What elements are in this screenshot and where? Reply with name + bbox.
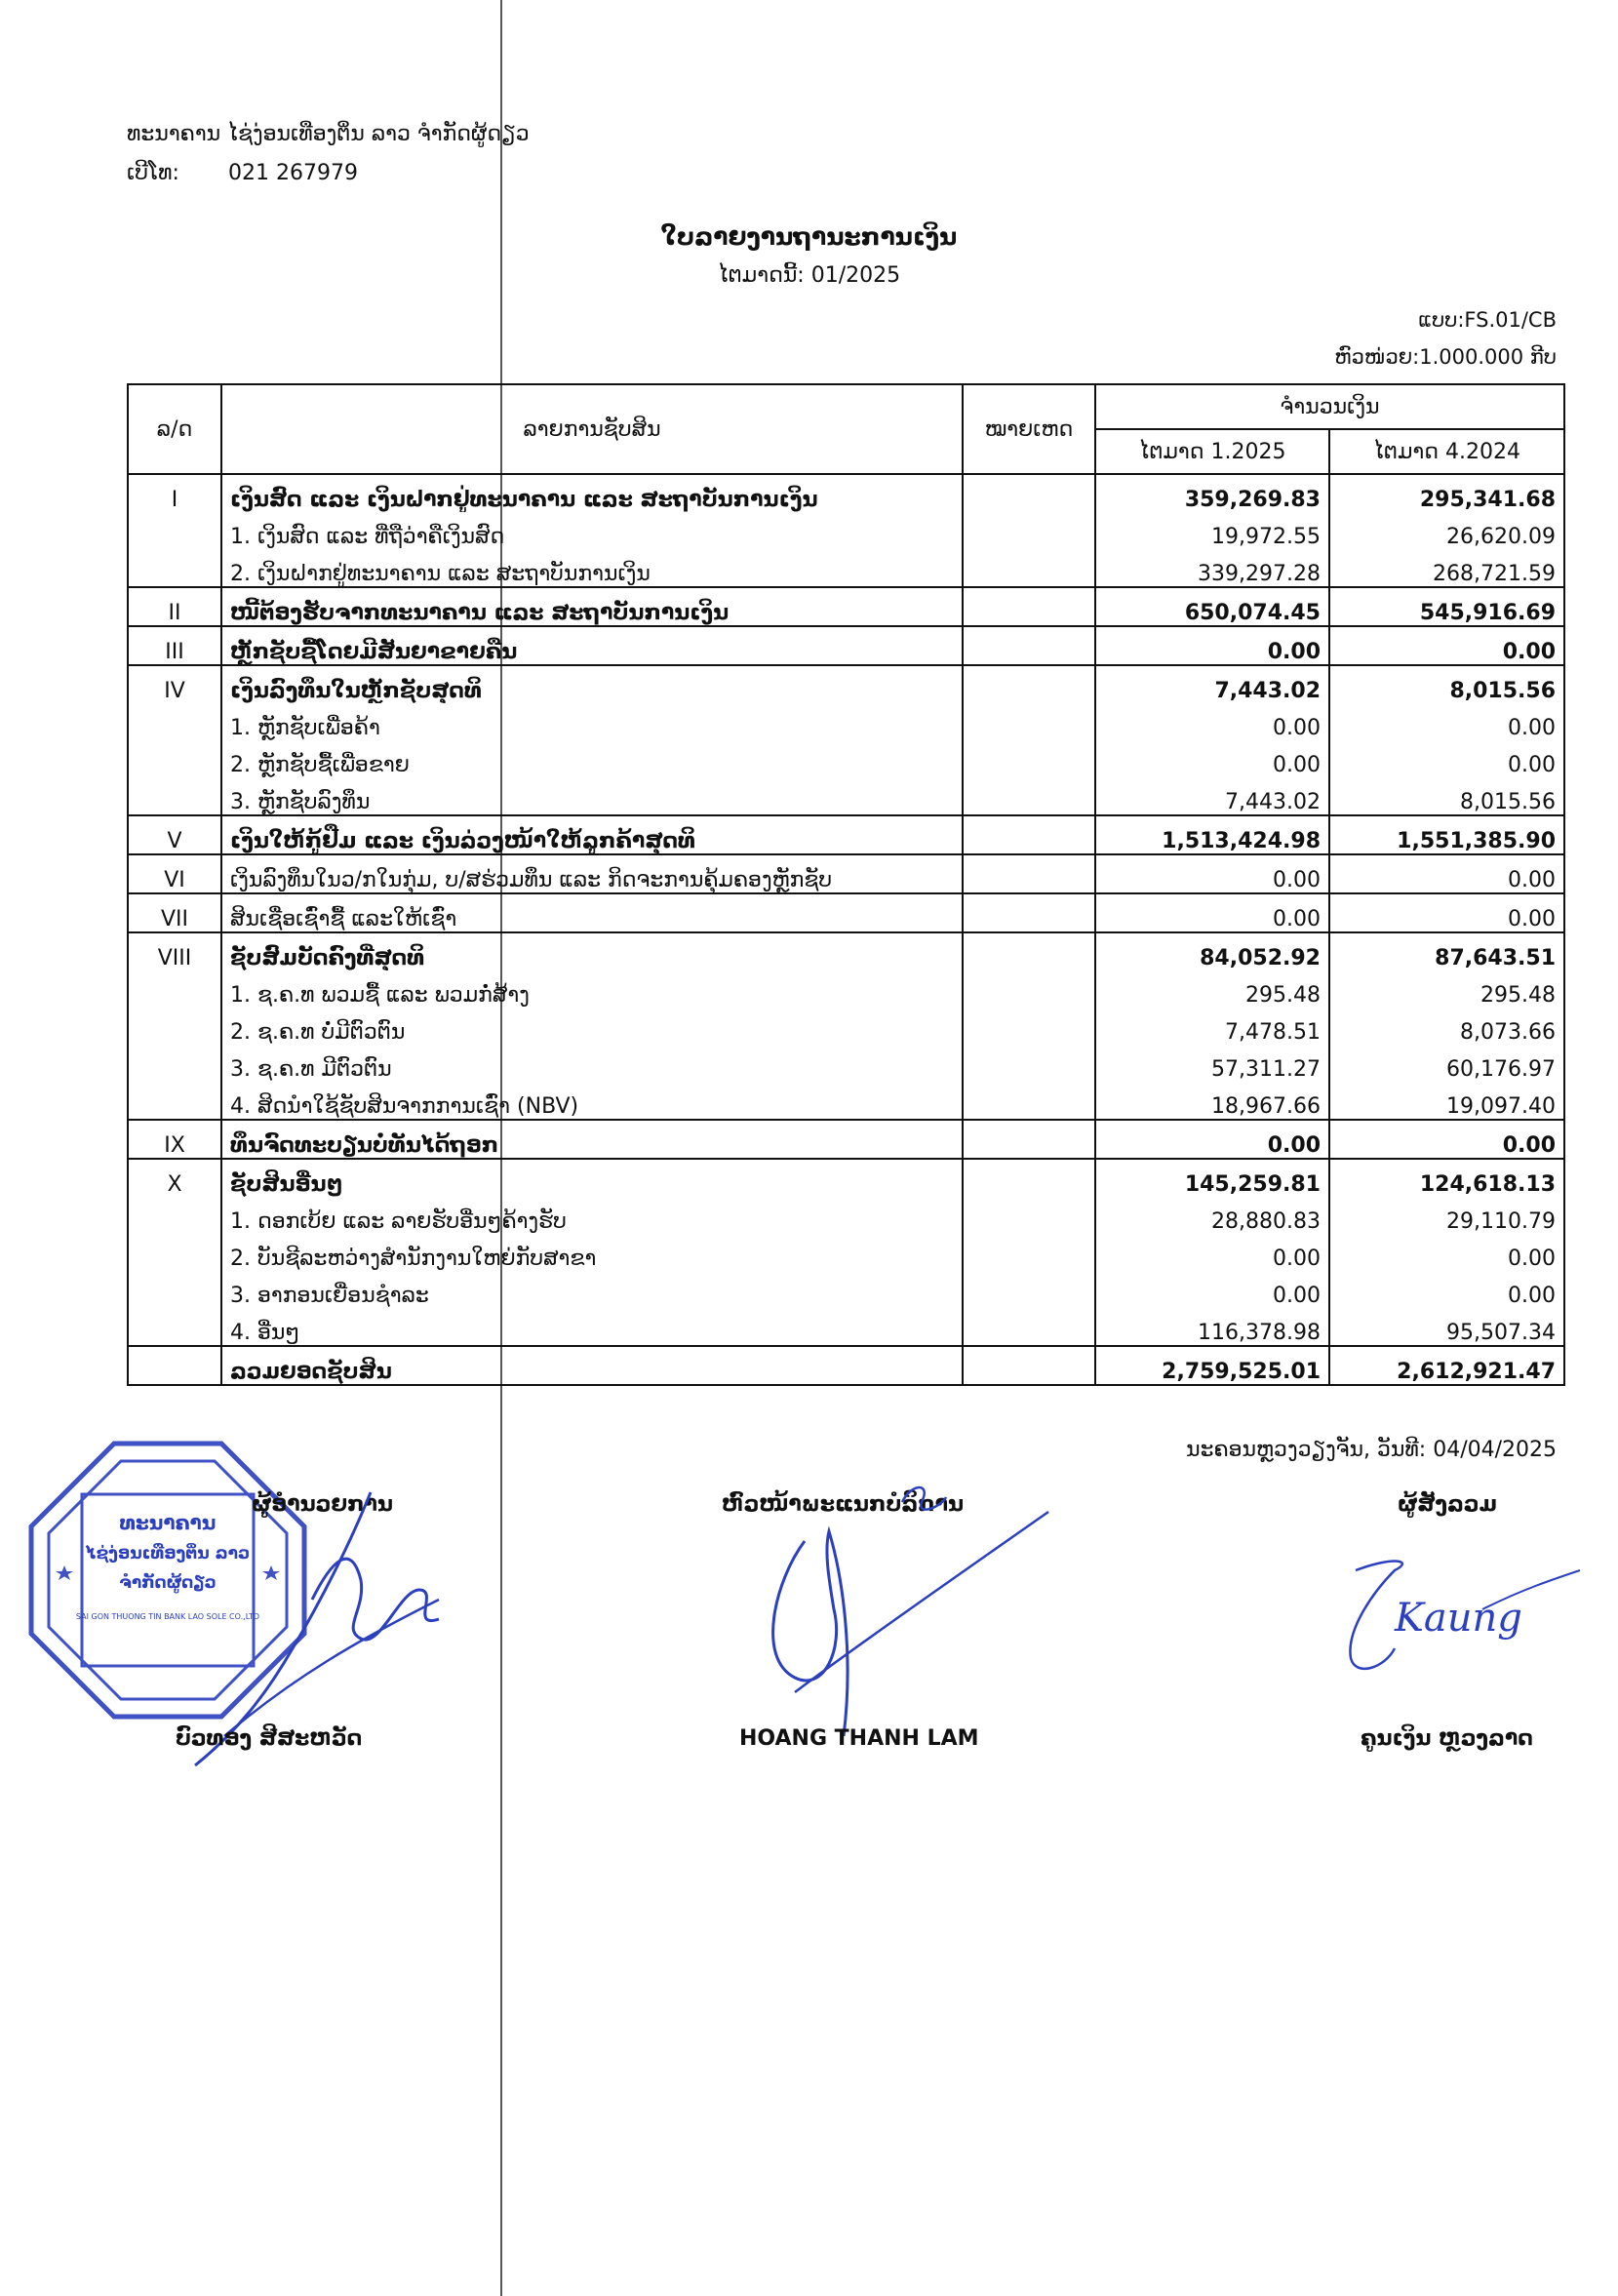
table-row: [128, 1271, 1564, 1308]
row-label: 2. ເງິນຝາກຢູ່ທະນາຄານ ແລະ ສະຖາບັນການເງິນ: [221, 549, 963, 587]
row-q4-2024: 60,176.97: [1329, 1045, 1564, 1082]
row-note: [963, 854, 1095, 893]
row-q4-2024: 0.00: [1329, 626, 1564, 665]
table-row: [128, 970, 1564, 1008]
row-no: [128, 1271, 221, 1308]
row-no: X: [128, 1159, 221, 1197]
row-label: ຊັບສົມບັດຄົງທີ່ສຸດທິ: [221, 932, 963, 970]
header-q1-2025: ໄຕມາດ 1.2025: [1095, 429, 1329, 474]
row-no: [128, 1045, 221, 1082]
total-q1-2025: 2,759,525.01: [1095, 1346, 1329, 1385]
row-note: [963, 665, 1095, 703]
row-label: ທຶນຈົດທະບຽນບໍ່ທັນໄດ້ຖອກ: [221, 1120, 963, 1159]
row-q4-2024: 8,073.66: [1329, 1008, 1564, 1045]
table-row: [128, 1008, 1564, 1045]
director-name: ບົວທອງ ສີສະຫວັດ: [176, 1726, 363, 1751]
row-q4-2024: 26,620.09: [1329, 512, 1564, 549]
table-row: [128, 1159, 1564, 1197]
row-note: [963, 1308, 1095, 1346]
row-q4-2024: 268,721.59: [1329, 549, 1564, 587]
row-q1-2025: 0.00: [1095, 740, 1329, 777]
row-no: [128, 512, 221, 549]
preparer-name: ຄູນເງິນ ຫຼວງລາດ: [1361, 1726, 1533, 1751]
row-no: [128, 549, 221, 587]
row-q4-2024: 0.00: [1329, 1120, 1564, 1159]
row-no: [128, 1197, 221, 1234]
row-label: ເງິນໃຫ້ກູ້ຢືມ ແລະ ເງິນລ່ວງໜ້າໃຫ້ລູກຄ້າສຸດທິ: [221, 815, 963, 854]
seal-line-3: ຈຳກັດຜູ້ດຽວ: [119, 1573, 217, 1593]
phone-label: ເບີໂທ:: [127, 161, 179, 185]
row-q1-2025: 7,478.51: [1095, 1008, 1329, 1045]
row-no: [128, 740, 221, 777]
table-row: [128, 854, 1564, 893]
table-row: [128, 587, 1564, 626]
table-row: [128, 665, 1564, 703]
row-note: [963, 1008, 1095, 1045]
phone-number: 021 267979: [228, 161, 358, 185]
bank-phone-line: [127, 154, 530, 193]
row-no: [128, 970, 221, 1008]
row-note: [963, 1271, 1095, 1308]
row-no: [128, 1308, 221, 1346]
row-q1-2025: 0.00: [1095, 1234, 1329, 1271]
accounting-head-signature-icon: [736, 1463, 1058, 1746]
table-row: [128, 1120, 1564, 1159]
seal-line-2: ໄຊ່ງ່ອນເທືອງຕິ່ນ ລາວ: [85, 1544, 251, 1564]
row-label: 1. ເງິນສົດ ແລະ ທີ່ຖືວ່າຄືເງິນສົດ: [221, 512, 963, 549]
row-label: ເງິນລົງທຶນໃນວ/ກໃນກຸ່ມ, ບ/ສຮ່ວມທຶນ ແລະ ກິດຈະການຄຸ້ມຄອງຫຼັກຊັບ: [221, 854, 963, 893]
table-row: [128, 1308, 1564, 1346]
preparer-signature-text: Kaung: [1395, 1596, 1522, 1641]
total-q4-2024: 2,612,921.47: [1329, 1346, 1564, 1385]
row-q4-2024: 295.48: [1329, 970, 1564, 1008]
row-q4-2024: 0.00: [1329, 1271, 1564, 1308]
row-label: ເງິນລົງທຶນໃນຫຼັກຊັບສຸດທິ: [221, 665, 963, 703]
form-code: ແບບ:FS.01/CB: [1418, 308, 1557, 332]
row-q4-2024: 295,341.68: [1329, 474, 1564, 512]
row-no: [128, 1082, 221, 1120]
row-label: 1. ຫຼັກຊັບເພື່ອຄ້າ: [221, 703, 963, 740]
row-note: [963, 970, 1095, 1008]
row-note: [963, 1045, 1095, 1082]
header-amount: ຈຳນວນເງິນ: [1095, 384, 1564, 429]
row-q1-2025: 145,259.81: [1095, 1159, 1329, 1197]
table-row: [128, 626, 1564, 665]
row-q4-2024: 1,551,385.90: [1329, 815, 1564, 854]
table-row: [128, 1082, 1564, 1120]
currency-unit: ຫົວໜ່ວຍ:1.000.000 ກີບ: [1334, 345, 1557, 369]
row-label: 4. ສິດນຳໃຊ້ຊັບສິນຈາກການເຊົ່າ (NBV): [221, 1082, 963, 1120]
row-q4-2024: 95,507.34: [1329, 1308, 1564, 1346]
director-role: ຜູ້ອຳນວຍການ: [252, 1492, 393, 1517]
row-q4-2024: 0.00: [1329, 854, 1564, 893]
row-label: ຊັບສິນອື່ນໆ: [221, 1159, 963, 1197]
row-q4-2024: 8,015.56: [1329, 665, 1564, 703]
accounting-head-name: HOANG THANH LAM: [739, 1726, 979, 1751]
row-q4-2024: 19,097.40: [1329, 1082, 1564, 1120]
table-row: [128, 474, 1564, 512]
header-q4-2024: ໄຕມາດ 4.2024: [1329, 429, 1564, 474]
total-no: [128, 1346, 221, 1385]
table-row: [128, 549, 1564, 587]
row-note: [963, 777, 1095, 815]
row-label: 2. ບັນຊີລະຫວ່າງສຳນັກງານໃຫຍ່ກັບສາຂາ: [221, 1234, 963, 1271]
row-note: [963, 474, 1095, 512]
row-q1-2025: 0.00: [1095, 1271, 1329, 1308]
total-row: [128, 1346, 1564, 1385]
header-no: ລ/ດ: [128, 384, 221, 474]
row-q1-2025: 359,269.83: [1095, 474, 1329, 512]
seal-line-1: ທະນາຄານ: [119, 1511, 217, 1534]
row-note: [963, 1082, 1095, 1120]
row-q1-2025: 116,378.98: [1095, 1308, 1329, 1346]
table-row: [128, 815, 1564, 854]
report-period: ໄຕມາດນີ້: 01/2025: [717, 263, 901, 288]
accounting-head-role: ຫົວໜ້າພະແນກບໍລິການ: [722, 1492, 965, 1517]
row-q1-2025: 295.48: [1095, 970, 1329, 1008]
table-row: [128, 512, 1564, 549]
row-label: 1. ຊ.ຄ.ທ ພວມຊື້ ແລະ ພວມກໍ່ສ້າງ: [221, 970, 963, 1008]
row-no: [128, 1008, 221, 1045]
row-q1-2025: 0.00: [1095, 626, 1329, 665]
row-label: 2. ຫຼັກຊັບຊື້ເພື່ອຂາຍ: [221, 740, 963, 777]
balance-sheet-body: [128, 474, 1564, 1346]
row-note: [963, 549, 1095, 587]
row-q1-2025: 19,972.55: [1095, 512, 1329, 549]
row-no: VI: [128, 854, 221, 893]
row-no: V: [128, 815, 221, 854]
row-q1-2025: 0.00: [1095, 893, 1329, 932]
row-q1-2025: 0.00: [1095, 703, 1329, 740]
row-note: [963, 932, 1095, 970]
row-no: VIII: [128, 932, 221, 970]
table-row: [128, 1197, 1564, 1234]
row-no: [128, 703, 221, 740]
table-row: [128, 932, 1564, 970]
row-label: 2. ຊ.ຄ.ທ ບໍ່ມີຕົວຕົນ: [221, 1008, 963, 1045]
row-label: ເງິນສົດ ແລະ ເງິນຝາກຢູ່ທະນາຄານ ແລະ ສະຖາບັນການເງິນ: [221, 474, 963, 512]
row-no: [128, 777, 221, 815]
row-q4-2024: 545,916.69: [1329, 587, 1564, 626]
row-no: IX: [128, 1120, 221, 1159]
row-note: [963, 893, 1095, 932]
row-note: [963, 815, 1095, 854]
row-q1-2025: 84,052.92: [1095, 932, 1329, 970]
row-q4-2024: 8,015.56: [1329, 777, 1564, 815]
row-q1-2025: 57,311.27: [1095, 1045, 1329, 1082]
row-q4-2024: 0.00: [1329, 893, 1564, 932]
row-q4-2024: 124,618.13: [1329, 1159, 1564, 1197]
header-note: ໝາຍເຫດ: [963, 384, 1095, 474]
row-note: [963, 1159, 1095, 1197]
row-q1-2025: 0.00: [1095, 1120, 1329, 1159]
row-q1-2025: 28,880.83: [1095, 1197, 1329, 1234]
balance-sheet-table: [127, 383, 1565, 1386]
row-q1-2025: 0.00: [1095, 854, 1329, 893]
row-no: VII: [128, 893, 221, 932]
preparer-signature-icon: [1336, 1551, 1590, 1687]
row-q1-2025: 7,443.02: [1095, 777, 1329, 815]
row-q4-2024: 87,643.51: [1329, 932, 1564, 970]
bank-name: ທະນາຄານ ໄຊ່ງ່ອນເທືອງຕິ່ນ ລາວ ຈຳກັດຜູ້ດຽວ: [127, 122, 530, 146]
bank-header: [127, 115, 530, 193]
row-note: [963, 626, 1095, 665]
total-label: ລວມຍອດຊັບສິນ: [221, 1346, 963, 1385]
row-q4-2024: 0.00: [1329, 740, 1564, 777]
row-note: [963, 740, 1095, 777]
row-q1-2025: 650,074.45: [1095, 587, 1329, 626]
row-label: 4. ອື່ນໆ: [221, 1308, 963, 1346]
row-q1-2025: 18,967.66: [1095, 1082, 1329, 1120]
row-note: [963, 1234, 1095, 1271]
row-label: ໜີ້ຕ້ອງຮັບຈາກທະນາຄານ ແລະ ສະຖາບັນການເງິນ: [221, 587, 963, 626]
table-row: [128, 1234, 1564, 1271]
row-q4-2024: 0.00: [1329, 703, 1564, 740]
row-no: II: [128, 587, 221, 626]
table-row: [128, 893, 1564, 932]
row-q4-2024: 0.00: [1329, 1234, 1564, 1271]
row-no: [128, 1234, 221, 1271]
table-row: [128, 777, 1564, 815]
row-no: IV: [128, 665, 221, 703]
row-q4-2024: 29,110.79: [1329, 1197, 1564, 1234]
row-label: 3. ຊ.ຄ.ທ ມີຕົວຕົນ: [221, 1045, 963, 1082]
row-note: [963, 1120, 1095, 1159]
report-title: ໃບລາຍງານຖານະການເງິນ: [660, 222, 958, 251]
place-date: ນະຄອນຫຼວງວຽງຈັນ, ວັນທີ: 04/04/2025: [1186, 1438, 1557, 1462]
row-note: [963, 703, 1095, 740]
seal-line-4: SAI GON THUONG TIN BANK LAO SOLE CO.,LTD: [75, 1612, 260, 1621]
row-label: 1. ດອກເບ້ຍ ແລະ ລາຍຮັບອື່ນໆຄ້າງຮັບ: [221, 1197, 963, 1234]
total-note: [963, 1346, 1095, 1385]
row-label: 3. ຫຼັກຊັບລົງທຶນ: [221, 777, 963, 815]
table-row: [128, 1045, 1564, 1082]
row-note: [963, 512, 1095, 549]
row-note: [963, 587, 1095, 626]
row-note: [963, 1197, 1095, 1234]
row-label: ຫຼັກຊັບຊື້ໂດຍມີສັນຍາຂາຍຄືນ: [221, 626, 963, 665]
row-no: III: [128, 626, 221, 665]
row-q1-2025: 1,513,424.98: [1095, 815, 1329, 854]
table-row: [128, 740, 1564, 777]
header-item: ລາຍການຊັບສິນ: [221, 384, 963, 474]
row-label: ສິນເຊື່ອເຊົ່າຊື້ ແລະໃຫ້ເຊົ່າ: [221, 893, 963, 932]
preparer-role: ຜູ້ສັງລວມ: [1398, 1492, 1497, 1517]
row-no: I: [128, 474, 221, 512]
row-q1-2025: 339,297.28: [1095, 549, 1329, 587]
row-label: 3. ອາກອນເຍື່ອນຊຳລະ: [221, 1271, 963, 1308]
table-row: [128, 703, 1564, 740]
row-q1-2025: 7,443.02: [1095, 665, 1329, 703]
